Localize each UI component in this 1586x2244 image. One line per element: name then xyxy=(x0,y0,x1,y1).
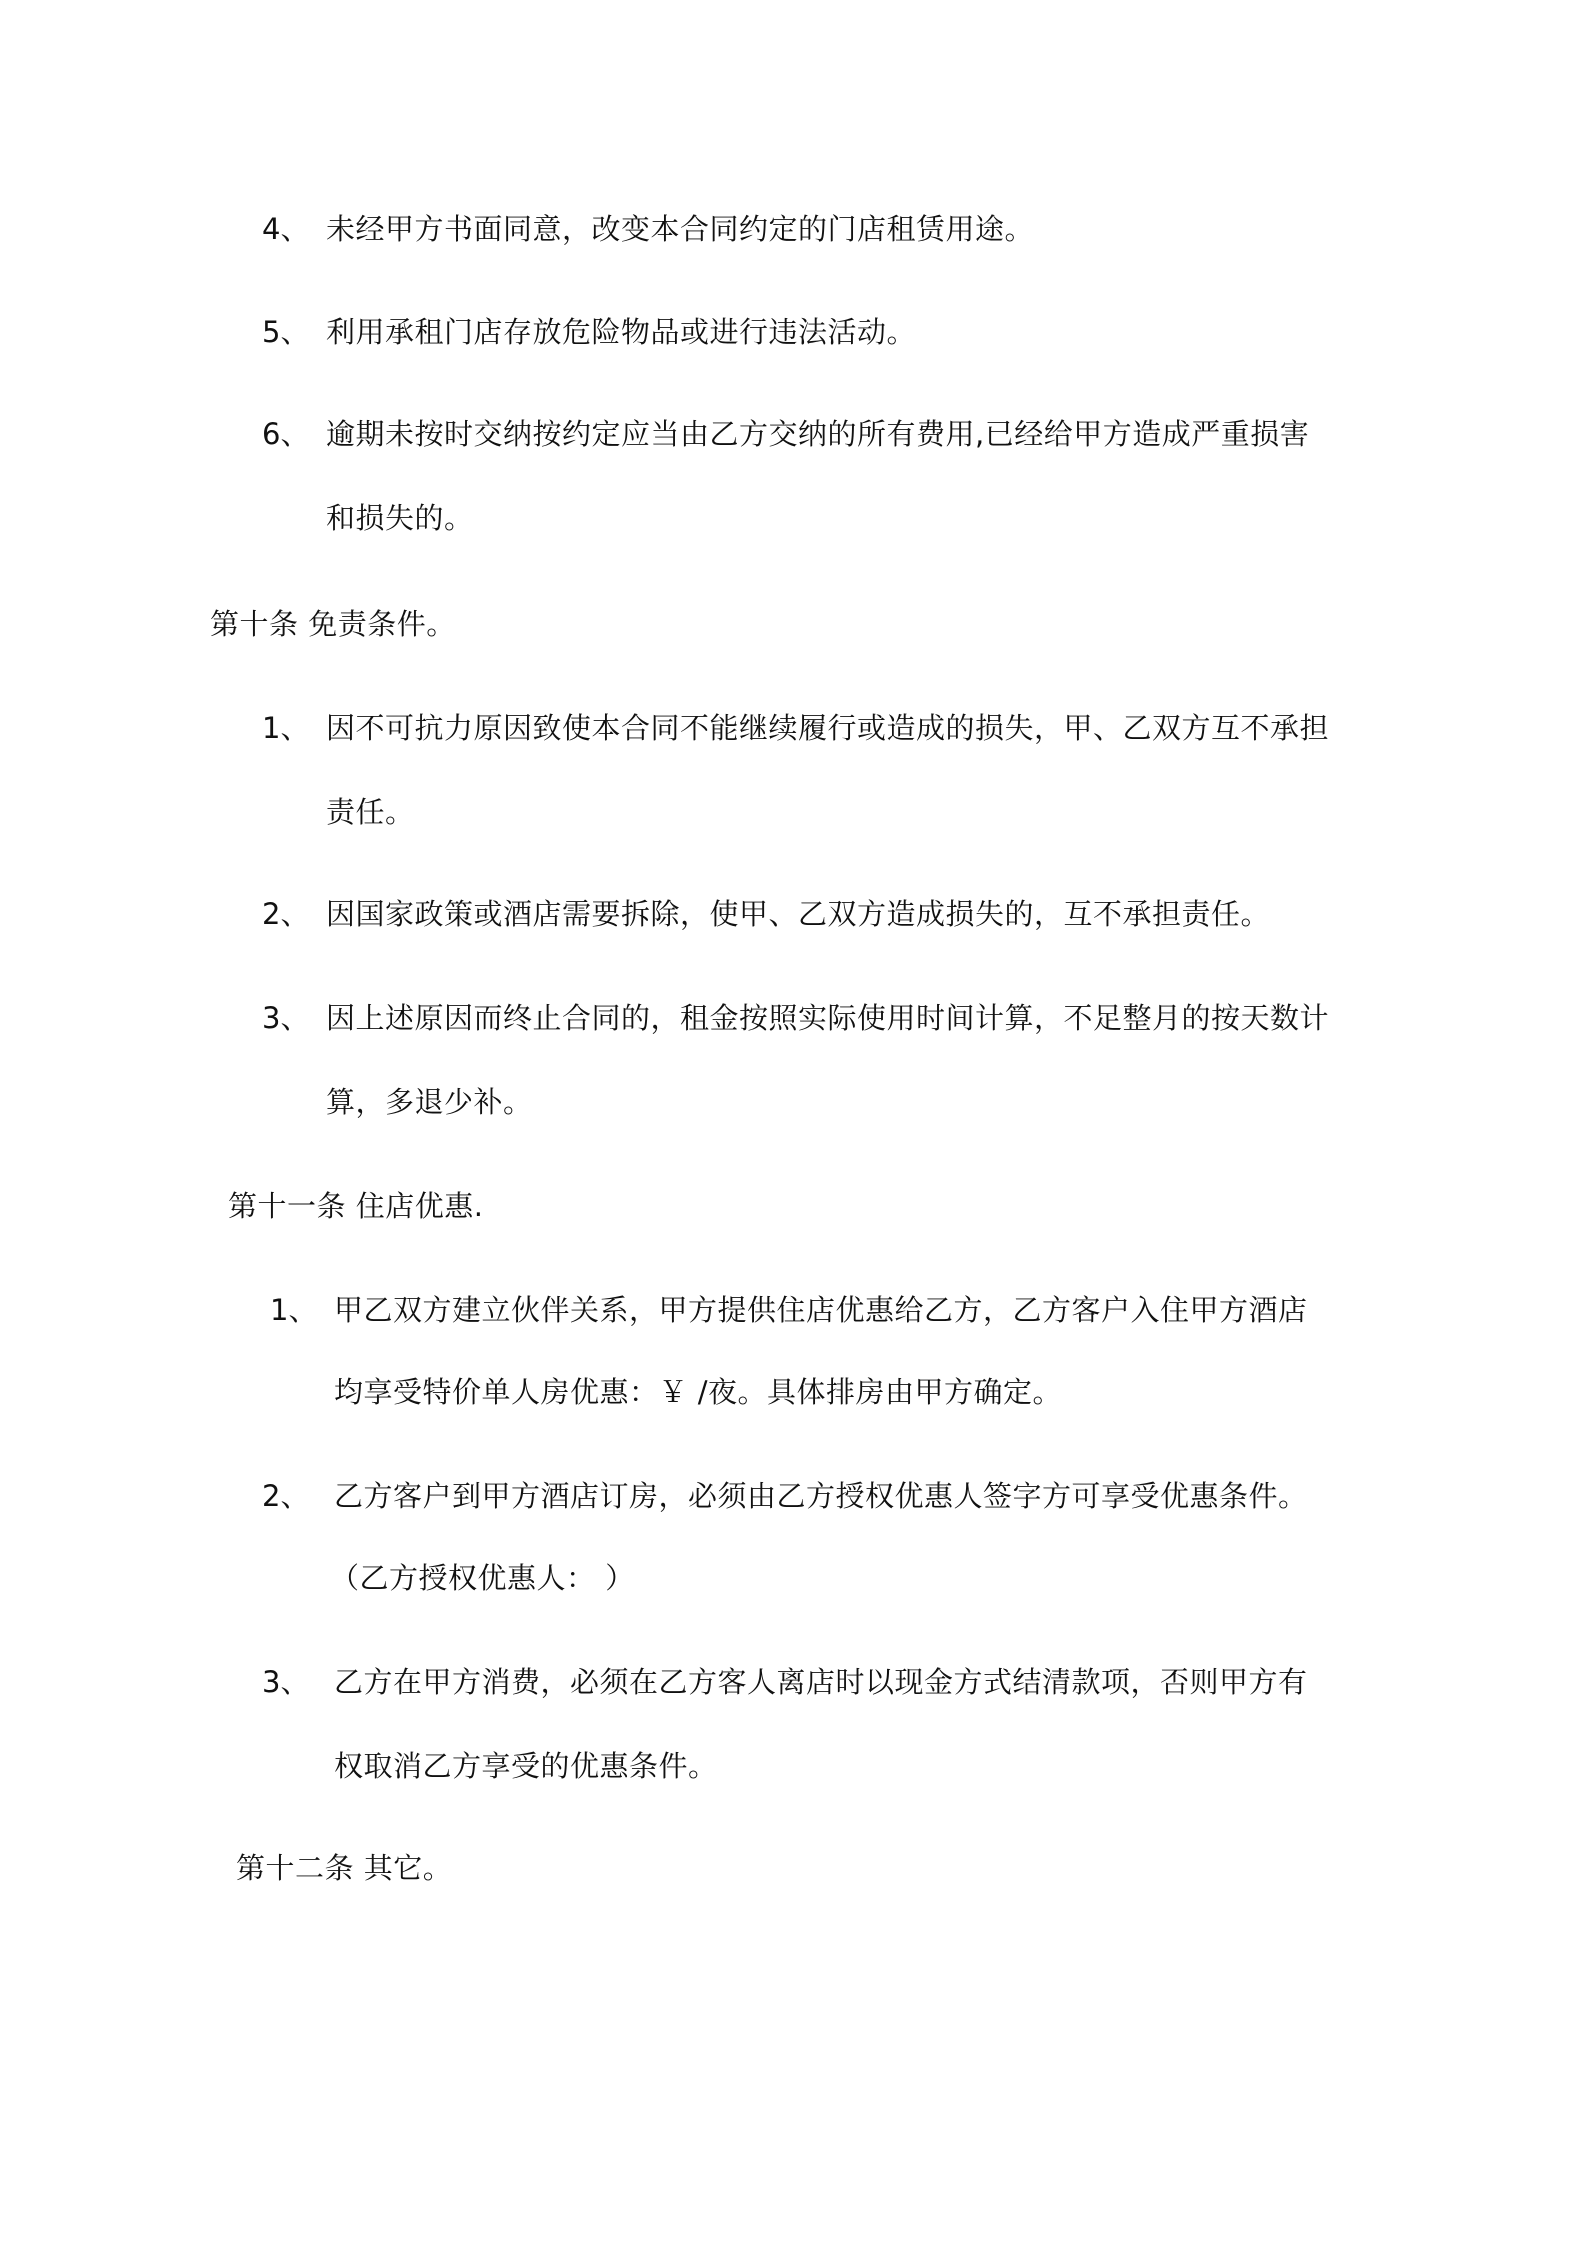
article-12-title: 第十二条 其它。 xyxy=(236,1851,453,1885)
item-text: 因不可抗力原因致使本合同不能继续履行或造成的损失，甲、乙双方互不承担 xyxy=(326,711,1330,745)
item-text-continued: （乙方授权优惠人： ） xyxy=(330,1561,635,1595)
item-number: 4、 xyxy=(262,212,310,246)
item-text-continued: 算，多退少补。 xyxy=(326,1085,533,1119)
item-number: 5、 xyxy=(262,315,310,349)
item-number: 1、 xyxy=(262,711,310,745)
item-text: 因上述原因而终止合同的，租金按照实际使用时间计算，不足整月的按天数计 xyxy=(326,1001,1330,1035)
item-number: 3、 xyxy=(262,1665,310,1699)
item-text: 因国家政策或酒店需要拆除，使甲、乙双方造成损失的，互不承担责任。 xyxy=(326,897,1271,931)
item-number: 2、 xyxy=(262,1479,310,1513)
item-text: 乙方客户到甲方酒店订房，必须由乙方授权优惠人签字方可享受优惠条件。 xyxy=(334,1479,1308,1513)
item-text-continued: 均享受特价单人房优惠：￥ /夜。具体排房由甲方确定。 xyxy=(334,1375,1062,1409)
item-text: 未经甲方书面同意，改变本合同约定的门店租赁用途。 xyxy=(326,212,1035,246)
item-text-continued: 权取消乙方享受的优惠条件。 xyxy=(334,1749,718,1783)
item-text: 逾期未按时交纳按约定应当由乙方交纳的所有费用,已经给甲方造成严重损害 xyxy=(326,417,1310,451)
item-text: 利用承租门店存放危险物品或进行违法活动。 xyxy=(326,315,917,349)
item-text: 甲乙双方建立伙伴关系，甲方提供住店优惠给乙方，乙方客户入住甲方酒店 xyxy=(334,1293,1308,1327)
item-number: 1、 xyxy=(270,1293,318,1327)
item-number: 3、 xyxy=(262,1001,310,1035)
article-11-title: 第十一条 住店优惠. xyxy=(228,1189,484,1223)
item-number: 6、 xyxy=(262,417,310,451)
item-number: 2、 xyxy=(262,897,310,931)
item-text-continued: 和损失的。 xyxy=(326,501,474,535)
item-text-continued: 责任。 xyxy=(326,795,415,829)
article-10-title: 第十条 免责条件。 xyxy=(210,607,456,641)
item-text: 乙方在甲方消费，必须在乙方客人离店时以现金方式结清款项，否则甲方有 xyxy=(334,1665,1308,1699)
